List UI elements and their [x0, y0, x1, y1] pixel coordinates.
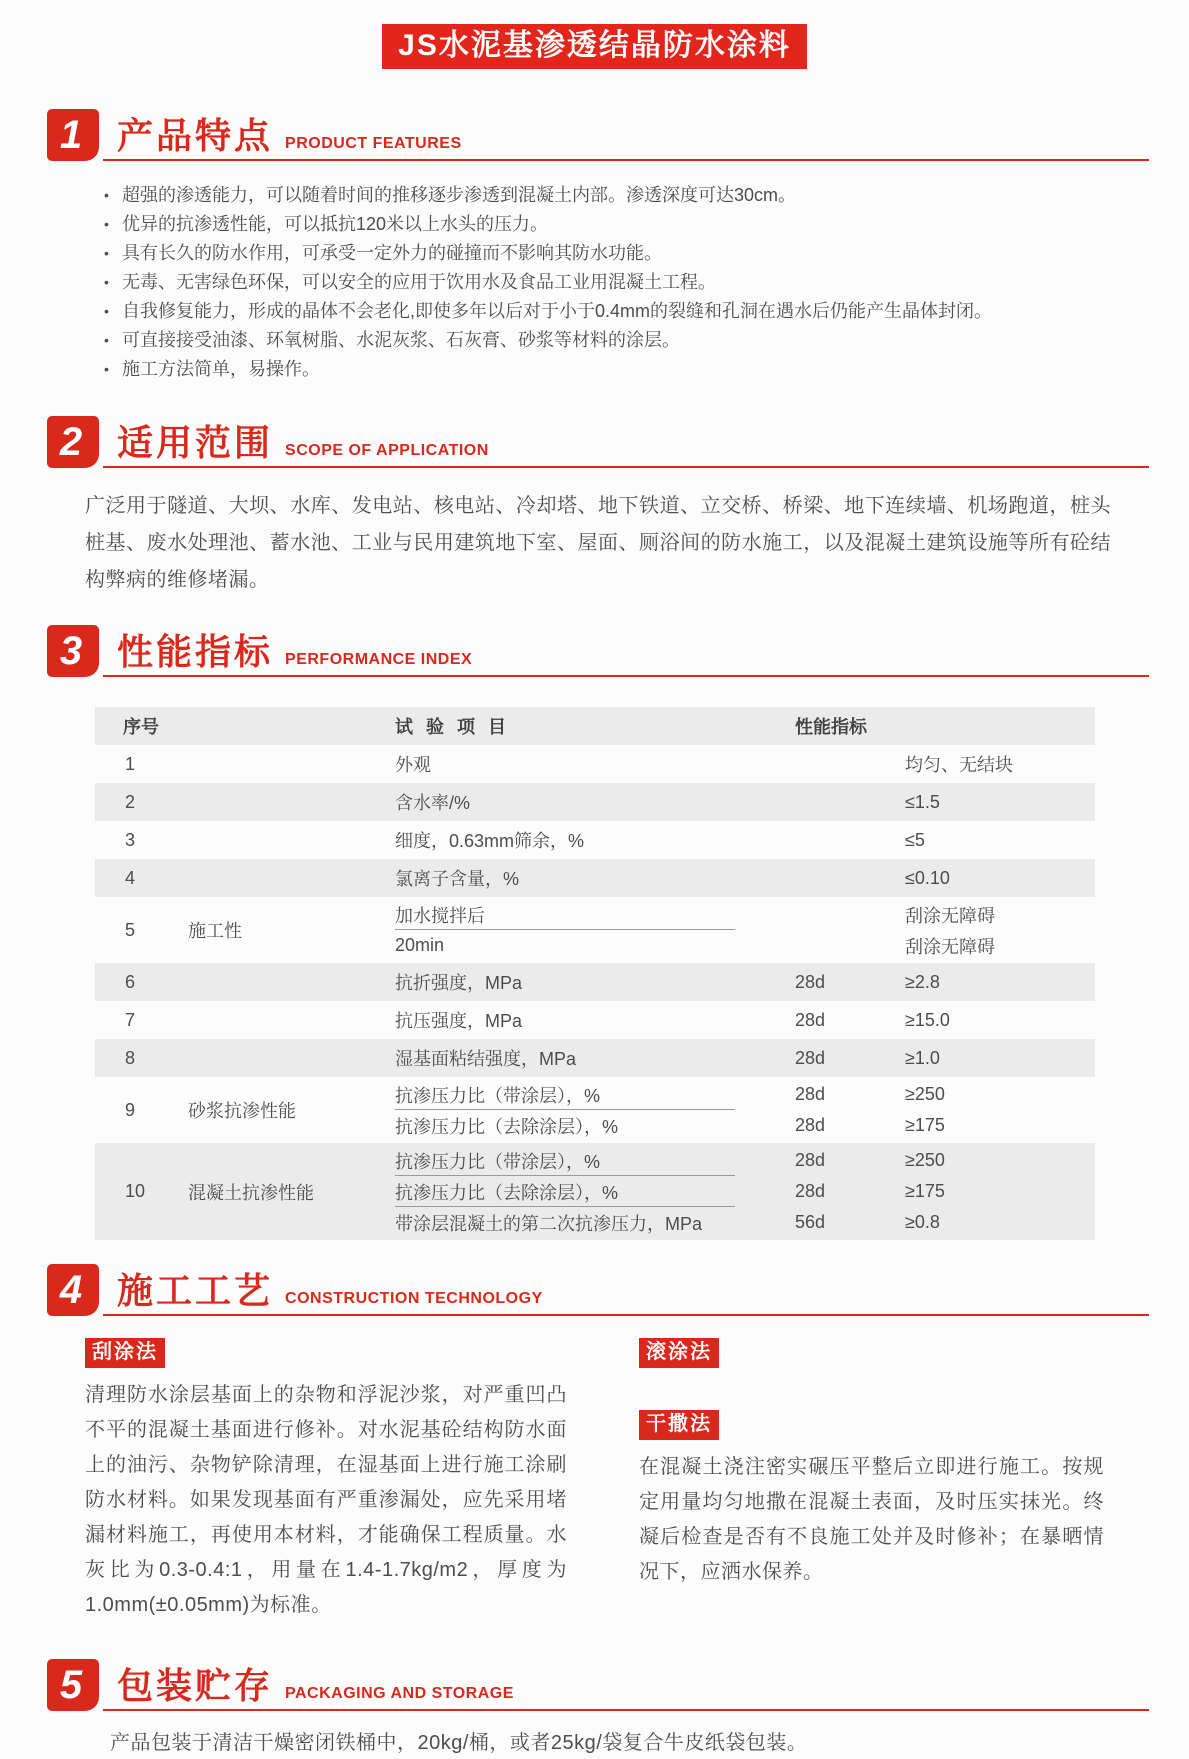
- cell-category: 混凝土抗渗性能: [188, 1182, 314, 1203]
- feature-item: • 超强的渗透能力，可以随着时间的推移逐步渗透到混凝土内部。渗透深度可达30cm。: [104, 181, 1149, 210]
- cell-category: [180, 859, 375, 897]
- cell-age: 56d: [795, 1212, 826, 1232]
- cell-value: ≤5: [905, 829, 925, 850]
- table-row: [95, 821, 1095, 859]
- section-underline: [103, 1314, 1149, 1316]
- construction-methods: [85, 1338, 1104, 1623]
- spacer: [639, 1368, 1104, 1410]
- method-badge-dry-sprinkle: 干撒法: [639, 1410, 719, 1440]
- cell-value: ≥250: [905, 1084, 945, 1104]
- method-text-dry-sprinkle: 在混凝土浇注密实碾压平整后立即进行施工。按规定用量均匀地撒在混凝土表面，及时压实抹光。终凝后检查是否有不良施工处并及时修补；在暴晒情况下，应洒水保养。: [639, 1456, 1104, 1583]
- section-title-en: PRODUCT FEATURES: [285, 135, 462, 152]
- column-header-index: 性能指标: [795, 717, 867, 737]
- cell-no: 10: [125, 1181, 146, 1201]
- packaging-paragraph: 产品包装于清洁干燥密闭铁桶中，20kg/桶，或者25kg/袋复合牛皮纸袋包装。: [110, 1732, 808, 1754]
- section-header-performance: [47, 623, 1149, 677]
- cell-age: 28d: [795, 1115, 826, 1135]
- section-title-en: SCOPE OF APPLICATION: [285, 442, 489, 459]
- feature-item: • 优异的抗渗透性能，可以抵抗120米以上水头的压力。: [104, 210, 1149, 239]
- cell-value: ≤1.5: [905, 791, 940, 812]
- cell-age: 28d: [795, 1084, 826, 1104]
- cell-value: ≥1.0: [905, 1047, 940, 1068]
- cell-value: 刮涂无障碍: [905, 905, 995, 926]
- cell-category: 施工性: [188, 921, 242, 941]
- method-badge-scrape-coating: 刮涂法: [85, 1338, 165, 1368]
- table-row: [95, 1001, 1095, 1039]
- cell-item: 带涂层混凝土的第二次抗渗压力，MPa: [395, 1213, 703, 1234]
- cell-age: 28d: [795, 971, 826, 992]
- method-text-scrape-coating: 清理防水涂层基面上的杂物和浮泥沙浆，对严重凹凸不平的混凝土基面进行修补。对水泥基砼结构防水面上的油污、杂物铲除清理，在湿基面上进行施工涂刷防水材料。如果发现基面有严重渗漏处，应先采用堵漏材料施工，再使用本材料，才能确保工程质量。水灰比为0.3-0.4:1，用量在1.4-1.7kg/m2，厚度为1.0mm(±0.05mm)为标准。: [85, 1384, 567, 1616]
- section-number-badge: 4: [47, 1264, 99, 1316]
- cell-item: 抗折强度，MPa: [395, 973, 523, 993]
- cell-item: 含水率/%: [395, 793, 471, 813]
- performance-table: [95, 707, 1095, 1240]
- section-title-en: CONSTRUCTION TECHNOLOGY: [285, 1290, 543, 1307]
- section-header-construction: [47, 1262, 1149, 1316]
- cell-item: 抗渗压力比（去除涂层），%: [395, 1116, 619, 1137]
- cell-item: 20min: [395, 935, 445, 955]
- cell-value: ≥2.8: [905, 971, 940, 992]
- table-row: [95, 859, 1095, 897]
- table-header-row: [95, 707, 1095, 745]
- cell-category: [180, 783, 375, 821]
- cell-no: 4: [125, 867, 136, 888]
- cell-item: 外观: [395, 755, 431, 775]
- section-title-zh: 施工工艺: [117, 1270, 274, 1311]
- section-underline: [103, 1709, 1149, 1711]
- cell-item: 氯离子含量，%: [395, 869, 520, 889]
- section-number-badge: 5: [47, 1659, 99, 1711]
- page-title: JS水泥基渗透结晶防水涂料: [382, 24, 807, 69]
- cell-value: ≥0.8: [905, 1212, 940, 1232]
- section-number-badge: 3: [47, 625, 99, 677]
- cell-item: 抗渗压力比（带涂层），%: [395, 1151, 601, 1172]
- cell-category: 砂浆抗渗性能: [188, 1101, 296, 1121]
- cell-item: 加水搅拌后: [395, 905, 485, 926]
- section-underline: [103, 159, 1149, 161]
- method-badge-roller-coating: 滚涂法: [639, 1338, 719, 1368]
- cell-category: [180, 1001, 375, 1039]
- cell-age: 28d: [795, 1047, 826, 1068]
- feature-item: • 施工方法简单，易操作。: [104, 355, 1149, 384]
- section-underline: [103, 675, 1149, 677]
- page-header: [0, 24, 1189, 69]
- cell-no: 8: [125, 1047, 136, 1068]
- feature-item: • 具有长久的防水作用，可承受一定外力的碰撞而不影响其防水功能。: [104, 239, 1149, 268]
- cell-value: 均匀、无结块: [905, 755, 1013, 775]
- cell-value: 刮涂无障碍: [905, 936, 995, 957]
- table-row: [95, 745, 1095, 783]
- cell-value: ≤0.10: [905, 867, 950, 888]
- cell-item: 细度，0.63mm筛余，%: [395, 831, 585, 851]
- section-title-zh: 性能指标: [117, 631, 274, 672]
- cell-no: 9: [125, 1099, 136, 1120]
- section-title-zh: 适用范围: [117, 422, 274, 463]
- cell-value: ≥175: [905, 1181, 945, 1201]
- table-row: [95, 1039, 1095, 1077]
- cell-item: 湿基面粘结强度，MPa: [395, 1049, 577, 1069]
- section-number-badge: 1: [47, 109, 99, 161]
- table-row: [95, 897, 1095, 963]
- section-number-badge: 2: [47, 416, 99, 468]
- cell-age: 28d: [795, 1150, 826, 1170]
- cell-value: ≥175: [905, 1115, 945, 1135]
- section-title-zh: 包装贮存: [117, 1665, 274, 1706]
- cell-item: 抗渗压力比（去除涂层），%: [395, 1182, 619, 1203]
- cell-no: 3: [125, 829, 136, 850]
- table-row: [95, 783, 1095, 821]
- section-header-product-features: [47, 107, 1149, 161]
- section-header-scope: [47, 414, 1149, 468]
- section-title-en: PERFORMANCE INDEX: [285, 651, 473, 668]
- table-row: [95, 1077, 1095, 1143]
- feature-item: • 自我修复能力，形成的晶体不会老化,即使多年以后对于小于0.4mm的裂缝和孔洞在遇水后仍能产生晶体封闭。: [104, 297, 1149, 326]
- cell-no: 2: [125, 791, 136, 812]
- feature-item: • 可直接接受油漆、环氧树脂、水泥灰浆、石灰膏、砂浆等材料的涂层。: [104, 326, 1149, 355]
- cell-no: 5: [125, 919, 136, 940]
- cell-no: 1: [125, 753, 136, 774]
- cell-category: [180, 1039, 375, 1077]
- cell-age: 28d: [795, 1009, 826, 1030]
- cell-no: 7: [125, 1009, 136, 1030]
- scope-paragraph: 广泛用于隧道、大坝、水库、发电站、核电站、冷却塔、地下铁道、立交桥、桥梁、地下连续墙、机场跑道，桩头桩基、废水处理池、蓄水池、工业与民用建筑地下室、屋面、厕浴间的防水施工，以及混凝土建筑设施等所有砼结构弊病的维修堵漏。: [85, 495, 1111, 591]
- cell-value: ≥15.0: [905, 1009, 950, 1030]
- cell-value: ≥250: [905, 1150, 945, 1170]
- feature-item: • 无毒、无害绿色环保，可以安全的应用于饮用水及食品工业用混凝土工程。: [104, 268, 1149, 297]
- cell-category: [180, 821, 375, 859]
- column-header-item: 试 验 项 目: [395, 717, 511, 737]
- section-header-packaging: [47, 1657, 1149, 1711]
- cell-category: [180, 745, 375, 783]
- method-column-left: [85, 1338, 567, 1623]
- table-row: [95, 963, 1095, 1001]
- table-row: [95, 1143, 1095, 1240]
- features-list: [104, 181, 1149, 384]
- cell-item: 抗渗压力比（带涂层），%: [395, 1085, 601, 1106]
- column-header-no: 序号: [123, 717, 159, 737]
- section-title-en: PACKAGING AND STORAGE: [285, 1685, 514, 1702]
- section-underline: [103, 466, 1149, 468]
- cell-age: 28d: [795, 1181, 826, 1201]
- cell-no: 6: [125, 971, 136, 992]
- method-column-right: [639, 1338, 1104, 1623]
- cell-category: [180, 963, 375, 1001]
- section-title-zh: 产品特点: [117, 115, 274, 156]
- cell-item: 抗压强度，MPa: [395, 1011, 523, 1031]
